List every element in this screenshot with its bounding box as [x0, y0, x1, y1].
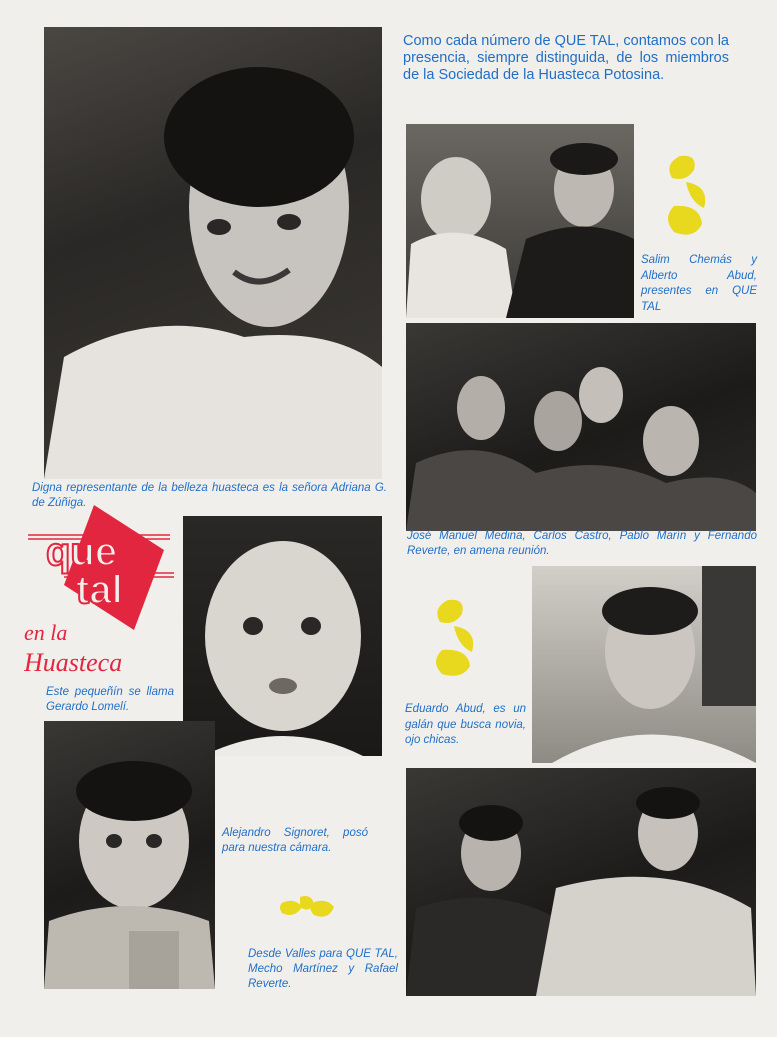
logo-subtitle-huasteca: Huasteca — [24, 648, 123, 677]
logo-word-tal: tal — [76, 568, 123, 612]
ornament-yellow-1 — [660, 152, 712, 240]
caption-adriana: Digna representante de la belleza huasteca es la señora Adriana G. de Zúñiga. — [32, 482, 387, 509]
caption-valles: Desde Valles para QUE TAL, Mecho Martínez y Rafael Reverte. — [248, 948, 398, 990]
caption-gerardo: Este pequeñín se llama Gerardo Lomelí. — [46, 686, 174, 713]
photo-alejandro — [44, 721, 215, 989]
photo-eduardo — [532, 566, 756, 763]
ornament-yellow-2 — [428, 596, 480, 680]
ornament-yellow-3 — [278, 893, 336, 923]
photo-mecho-rafael — [406, 768, 756, 996]
photo-salim-alberto — [406, 124, 634, 318]
caption-salim-alberto: Salim Chemás y Alberto Abud, presentes en QUE TAL — [641, 254, 757, 313]
intro-text: Como cada número de QUE TAL, contamos con la presencia, siempre distinguida, de los miembros de la Sociedad de la Huasteca Potosina. — [403, 33, 729, 83]
caption-alejandro: Alejandro Signoret, posó para nuestra cámara. — [222, 827, 368, 854]
photo-group-four — [406, 323, 756, 531]
caption-eduardo: Eduardo Abud, es un galán que busca novia, ojo chicas. — [405, 703, 526, 746]
photo-gerardo — [183, 516, 382, 756]
logo-subtitle-en-la: en la — [24, 620, 68, 645]
logo-word-que: que — [46, 530, 118, 574]
que-tal-logo — [24, 505, 184, 685]
caption-group-four: José Manuel Medina, Carlos Castro, Pablo Marín y Fernando Reverte, en amena reunión. — [407, 530, 757, 557]
photo-adriana-portrait — [44, 27, 382, 479]
